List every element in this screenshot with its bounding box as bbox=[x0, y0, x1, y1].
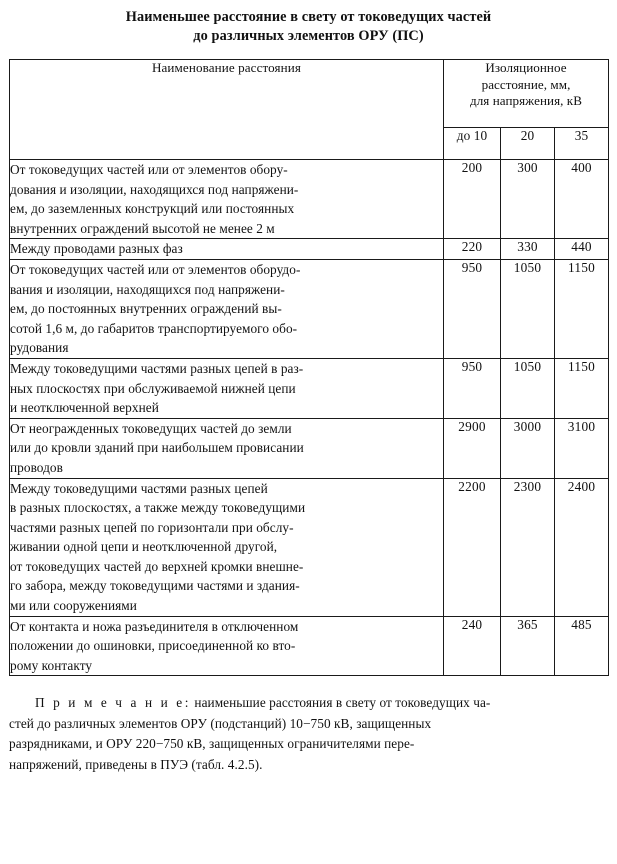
row-description-line: рому контакту bbox=[10, 657, 93, 673]
row-description-line: ных плоскостях при обслуживаемой нижней цепи bbox=[10, 380, 296, 396]
row-value-up-to-10: 200 bbox=[444, 160, 501, 239]
table-row bbox=[10, 160, 609, 239]
row-value-35: 3100 bbox=[555, 418, 609, 478]
table-row bbox=[10, 418, 609, 478]
row-value-up-to-10: 950 bbox=[444, 358, 501, 418]
table-row bbox=[10, 616, 609, 676]
row-description bbox=[10, 358, 444, 418]
table-note bbox=[9, 693, 607, 775]
column-header-insulation-distance bbox=[444, 60, 609, 128]
row-value-up-to-10: 240 bbox=[444, 616, 501, 676]
row-value-20: 2300 bbox=[501, 478, 555, 616]
row-description-line: рудования bbox=[10, 340, 69, 356]
row-description-line: и неотключенной верхней bbox=[10, 400, 159, 416]
row-value-up-to-10: 2200 bbox=[444, 478, 501, 616]
row-description bbox=[10, 160, 444, 239]
row-value-20: 1050 bbox=[501, 259, 555, 358]
row-value-20: 1050 bbox=[501, 358, 555, 418]
row-description-line: От токоведущих частей или от элементов обору- bbox=[10, 162, 288, 177]
row-description-line: От токоведущих частей или от элементов оборудо- bbox=[10, 261, 301, 277]
row-description-line: ем, до постоянных внутренних ограждений вы- bbox=[10, 301, 282, 317]
row-description-line: внутренних ограждений высотой не менее 2 м bbox=[10, 220, 275, 236]
row-value-20: 330 bbox=[501, 239, 555, 260]
row-description-line: Между проводами разных фаз bbox=[10, 241, 183, 257]
row-description-line: Между токоведущими частями разных цепей bbox=[10, 480, 268, 496]
distance-table bbox=[9, 59, 609, 676]
insulation-header-line-3: для напряжения, кВ bbox=[470, 93, 582, 108]
page-title-line-2: до различных элементов ОРУ (ПС) bbox=[193, 28, 424, 44]
table-header-row-1 bbox=[10, 60, 609, 128]
insulation-header-line-1: Изоляционное bbox=[485, 60, 567, 75]
row-description-line: От неогражденных токоведущих частей до земли bbox=[10, 420, 292, 436]
row-value-20: 300 bbox=[501, 160, 555, 239]
row-description-line: Между токоведущими частями разных цепей в раз- bbox=[10, 360, 304, 376]
row-description-line: или до кровли зданий при наибольшем провисании bbox=[10, 440, 304, 456]
table-body bbox=[10, 160, 609, 676]
row-value-35: 440 bbox=[555, 239, 609, 260]
page-title bbox=[28, 0, 589, 46]
row-description-line: живании одной цепи и неотключенной другой, bbox=[10, 539, 278, 555]
row-description-line: дования и изоляции, находящихся под напряжени- bbox=[10, 181, 299, 197]
table-note-label: П р и м е ч а н и е: bbox=[35, 695, 192, 711]
column-header-voltage-up-to-10: до 10 bbox=[444, 128, 501, 160]
row-value-35: 485 bbox=[555, 616, 609, 676]
row-description-line: ми или сооружениями bbox=[10, 598, 137, 614]
row-value-35: 1150 bbox=[555, 358, 609, 418]
row-description-line: го забора, между токоведущими частями и здания- bbox=[10, 578, 300, 594]
insulation-header-line-2: расстояние, мм, bbox=[481, 76, 571, 92]
row-value-up-to-10: 950 bbox=[444, 259, 501, 358]
row-description bbox=[10, 616, 444, 676]
table-note-line-1 bbox=[9, 693, 607, 713]
row-description bbox=[10, 418, 444, 478]
row-value-up-to-10: 220 bbox=[444, 239, 501, 260]
row-description-line: положении до ошиновки, присоединенной ко вто- bbox=[10, 638, 296, 654]
table-header bbox=[10, 60, 609, 160]
table-note-line-2: стей до различных элементов ОРУ (подстанций) 10−750 кВ, защищенных bbox=[9, 715, 432, 731]
row-description-line: частями разных цепей по горизонтали при обслу- bbox=[10, 519, 294, 535]
table-note-line-3: разрядниками, и ОРУ 220−750 кВ, защищенных ограничителями пере- bbox=[9, 736, 415, 752]
page-title-line-1: Наименьшее расстояние в свету от токоведущих частей bbox=[125, 9, 492, 25]
row-description-line: в разных плоскостях, а также между токоведущими bbox=[10, 500, 306, 516]
table-note-line-4: напряжений, приведены в ПУЭ (табл. 4.2.5). bbox=[9, 756, 263, 772]
distance-table-wrapper bbox=[9, 59, 608, 676]
row-description-line: от токоведущих частей до верхней кромки внешне- bbox=[10, 558, 304, 574]
column-header-voltage-20: 20 bbox=[501, 128, 555, 160]
table-row bbox=[10, 478, 609, 616]
row-value-35: 2400 bbox=[555, 478, 609, 616]
row-description bbox=[10, 259, 444, 358]
row-value-35: 400 bbox=[555, 160, 609, 239]
row-value-up-to-10: 2900 bbox=[444, 418, 501, 478]
row-description-line: ем, до заземленных конструкций или постоянных bbox=[10, 201, 295, 217]
column-header-voltage-35: 35 bbox=[555, 128, 609, 160]
row-description-line: вания и изоляции, находящихся под напряжени- bbox=[10, 281, 285, 297]
column-header-distance-name: Наименование расстояния bbox=[10, 60, 444, 160]
table-row bbox=[10, 358, 609, 418]
row-description bbox=[10, 239, 444, 260]
row-description-line: сотой 1,6 м, до габаритов транспортируемого обо- bbox=[10, 320, 298, 336]
row-value-20: 3000 bbox=[501, 418, 555, 478]
table-row bbox=[10, 259, 609, 358]
table-note-line-1-rest: наименьшие расстояния в свету от токоведущих ча- bbox=[191, 695, 491, 711]
row-value-35: 1150 bbox=[555, 259, 609, 358]
row-description-line: проводов bbox=[10, 459, 63, 475]
table-row bbox=[10, 239, 609, 260]
row-description bbox=[10, 478, 444, 616]
row-description-line: От контакта и ножа разъединителя в отключенном bbox=[10, 618, 299, 634]
row-value-20: 365 bbox=[501, 616, 555, 676]
